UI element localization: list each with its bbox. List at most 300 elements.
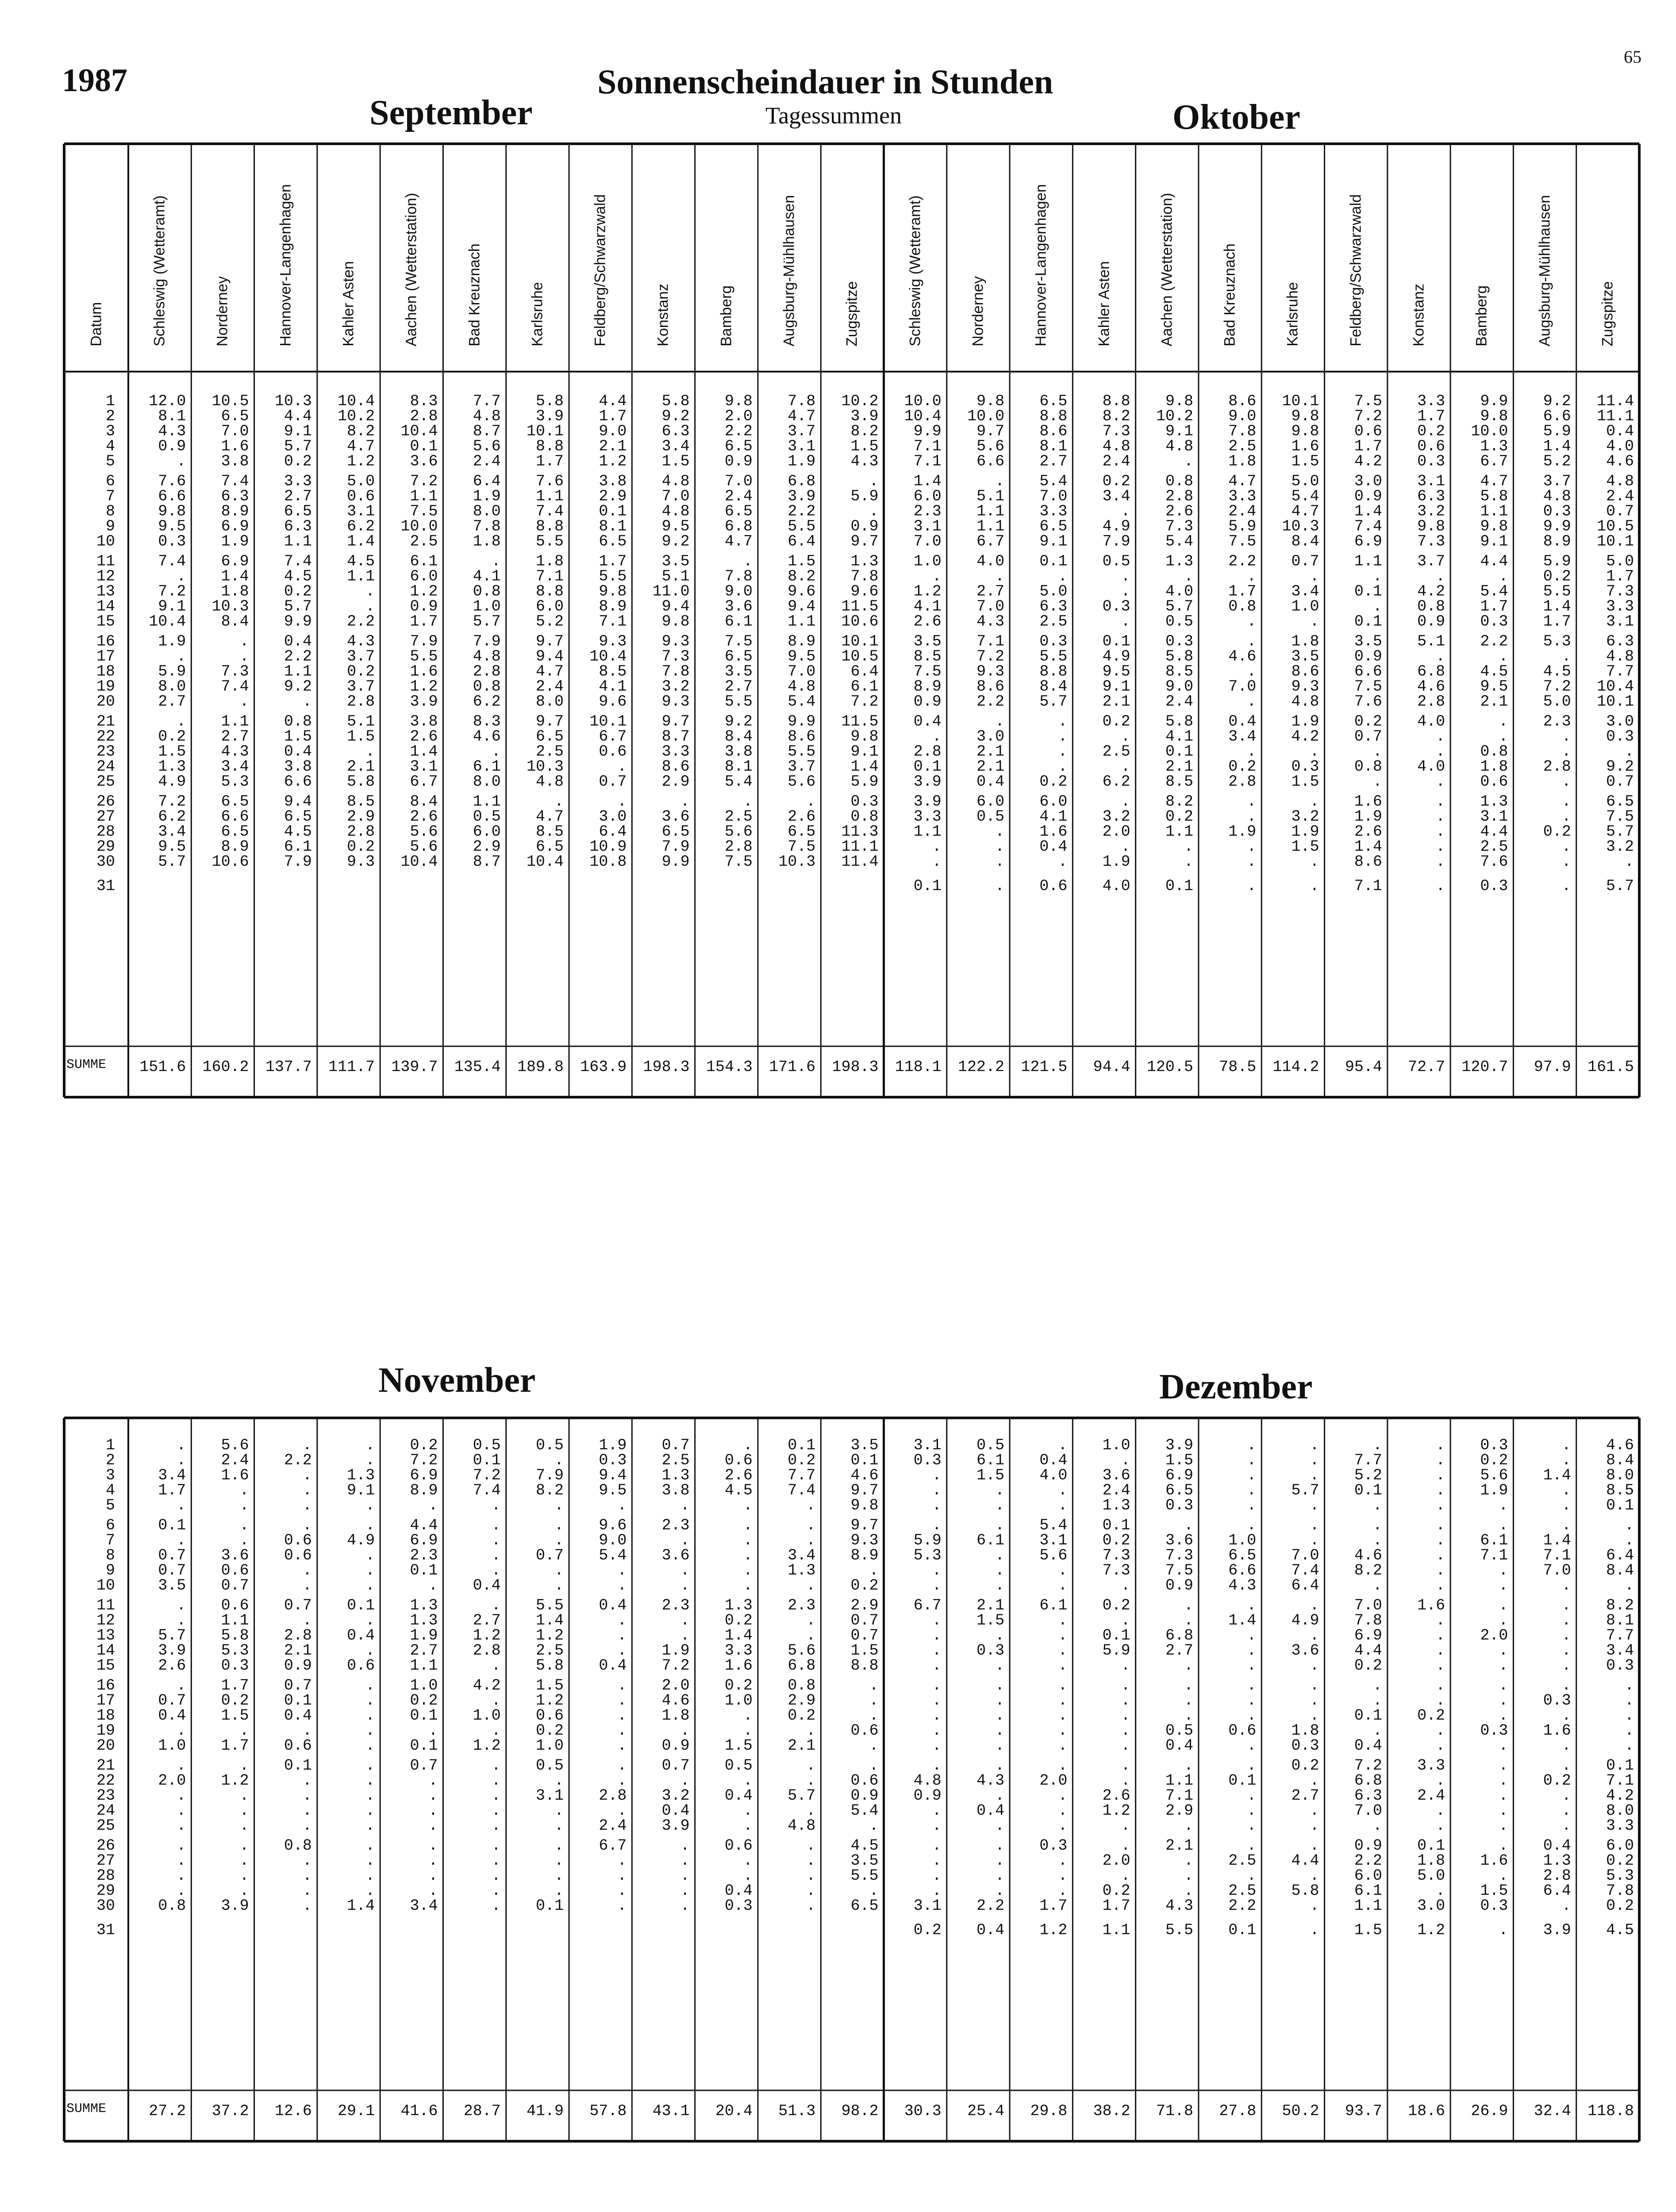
table-cell: 10.0 [967, 407, 1005, 425]
table-cell: 2.2 [284, 648, 312, 665]
table-cell: . [365, 1577, 375, 1594]
table-cell: . [177, 1597, 186, 1614]
table-cell: 0.2 [1102, 1532, 1130, 1549]
table-cell: 7.0 [724, 472, 753, 490]
table-cell: . [932, 1737, 942, 1755]
table-cell: . [365, 1547, 375, 1564]
table-cell: 0.7 [850, 1612, 879, 1629]
table-cell: 0.2 [1543, 568, 1571, 585]
table-cell: 8.3 [410, 392, 438, 410]
table-cell: 1.5 [1480, 1882, 1508, 1900]
table-cell: 11.4 [841, 853, 879, 871]
table-cell: 5.6 [1480, 1467, 1508, 1484]
table-cell: 7.0 [1039, 488, 1068, 505]
table-cell: 3.1 [913, 1897, 942, 1915]
table-cell: 0.2 [536, 1722, 564, 1740]
table-cell: 11.3 [841, 823, 879, 841]
table-cell: 2.5 [1228, 438, 1257, 455]
table-cell: 1.6 [221, 1467, 249, 1484]
table-cell: . [743, 1707, 753, 1724]
table-cell: . [1499, 1677, 1508, 1694]
table-cell: 0.6 [284, 1547, 312, 1564]
table-cell: 5.5 [724, 693, 753, 710]
table-cell: 3.5 [1354, 633, 1382, 650]
table-cell: . [806, 1612, 816, 1629]
sum-cell: 139.7 [391, 1058, 438, 1076]
table-cell: 7.1 [976, 633, 1005, 650]
table-cell: . [1247, 853, 1257, 871]
table-cell: . [491, 1867, 501, 1885]
table-cell: . [1624, 1692, 1634, 1709]
table-cell: 7.4 [473, 1482, 501, 1499]
sum-cell: 51.3 [778, 2102, 816, 2120]
table-cell: . [1184, 568, 1193, 585]
table-cell: 7.3 [1165, 1547, 1193, 1564]
table-cell: . [1436, 1436, 1445, 1454]
table-cell: 7.1 [1606, 1772, 1634, 1790]
table-cell: 10.4 [400, 853, 438, 871]
table-cell: 0.9 [724, 453, 753, 470]
table-cell: 8.2 [1102, 407, 1130, 425]
table-cell: 5.9 [1543, 422, 1571, 440]
table-cell: . [491, 1562, 501, 1579]
table-cell: . [617, 1867, 627, 1885]
table-cell: 10.6 [211, 853, 249, 871]
sum-cell: 32.4 [1534, 2102, 1571, 2120]
table-cell: 0.1 [410, 1737, 438, 1755]
table-cell: . [617, 1612, 627, 1629]
table-cell: 0.2 [1606, 1852, 1634, 1870]
table-cell: . [806, 1577, 816, 1594]
table-cell: 10.5 [211, 392, 249, 410]
table-cell: . [995, 1547, 1005, 1564]
table-cell: 4.6 [1606, 1436, 1634, 1454]
day-number: 22 [96, 728, 115, 745]
table-cell: 0.4 [1165, 1737, 1193, 1755]
table-cell: 2.4 [599, 1817, 627, 1835]
table-cell: . [743, 1577, 753, 1594]
table-cell: . [1058, 1722, 1068, 1740]
table-cell: 0.4 [599, 1597, 627, 1614]
day-number: 11 [96, 1597, 115, 1614]
table-cell: 0.2 [1354, 713, 1382, 730]
table-cell: 7.9 [1102, 533, 1130, 550]
day-number: 5 [105, 453, 115, 470]
table-cell: . [995, 1737, 1005, 1755]
table-cell: 7.4 [788, 1482, 816, 1499]
month-oktober: Oktober [1172, 98, 1300, 137]
col-header-label: Feldberg/Schwarzwald [592, 194, 609, 346]
sum-cell: 41.9 [527, 2102, 564, 2120]
table-cell: . [1121, 1737, 1130, 1755]
table-cell: 7.0 [661, 488, 690, 505]
table-cell: 0.2 [724, 1612, 753, 1629]
table-cell: . [1310, 1627, 1319, 1644]
table-cell: 1.4 [347, 533, 375, 550]
table-cell: 5.5 [788, 518, 816, 535]
table-cell: 0.2 [410, 1436, 438, 1454]
table-cell: 5.8 [661, 392, 690, 410]
table-cell: . [1561, 1577, 1571, 1594]
table-cell: . [365, 1562, 375, 1579]
table-cell: 1.0 [536, 1737, 564, 1755]
table-cell: . [491, 1787, 501, 1805]
table-cell: 8.5 [347, 793, 375, 810]
table-cell: 8.6 [1228, 392, 1257, 410]
table-cell: 0.4 [976, 773, 1005, 791]
table-cell: 1.7 [1606, 568, 1634, 585]
table-cell: 7.2 [158, 793, 186, 810]
table-cell: 6.4 [1606, 1547, 1634, 1564]
table-cell: 1.1 [1165, 823, 1193, 841]
day-number: 10 [96, 1577, 115, 1594]
table-cell: 1.0 [913, 553, 942, 570]
day-number: 9 [105, 1562, 115, 1579]
table-cell: . [1436, 1562, 1445, 1579]
table-cell: 0.2 [913, 1921, 942, 1939]
table-cell: 6.1 [1039, 1597, 1068, 1614]
table-cell: 0.2 [1480, 1452, 1508, 1469]
table-cell: . [1372, 598, 1382, 615]
table-cell: . [1247, 1757, 1257, 1774]
table-cell: 8.6 [1354, 853, 1382, 871]
table-cell: . [869, 1692, 879, 1709]
table-cell: 9.2 [661, 533, 690, 550]
table-cell: . [1310, 1802, 1319, 1820]
table-cell: 6.8 [1417, 663, 1445, 680]
day-number: 12 [96, 1612, 115, 1629]
table-cell: 7.2 [473, 1467, 501, 1484]
table-cell: 2.8 [1543, 1867, 1571, 1885]
table-cell: 3.9 [661, 1817, 690, 1835]
table-cell: 2.5 [536, 743, 564, 760]
table-cell: 6.1 [976, 1532, 1005, 1549]
table-cell: . [1247, 1627, 1257, 1644]
table-cell: 0.6 [221, 1562, 249, 1579]
table-cell: 4.7 [1291, 503, 1319, 520]
table-cell: . [1436, 773, 1445, 791]
table-cell: 1.9 [410, 1627, 438, 1644]
table-cell: . [1121, 1612, 1130, 1629]
table-cell: 3.6 [221, 1547, 249, 1564]
table-cell: . [995, 1757, 1005, 1774]
table-cell: . [1058, 1852, 1068, 1870]
table-cell: . [1310, 877, 1319, 895]
table-cell: 6.5 [724, 503, 753, 520]
table-cell: 7.3 [221, 663, 249, 680]
table-cell: 5.6 [410, 838, 438, 856]
table-cell: 4.5 [1606, 1921, 1634, 1939]
table-cell: 2.4 [221, 1452, 249, 1469]
table-cell: 1.9 [158, 633, 186, 650]
table-cell: . [1058, 1482, 1068, 1499]
table-cell: 7.2 [410, 1452, 438, 1469]
table-cell: 6.2 [1102, 773, 1130, 791]
table-cell: 5.9 [1543, 553, 1571, 570]
table-cell: 1.3 [1543, 1852, 1571, 1870]
table-cell: . [1247, 613, 1257, 630]
table-cell: . [177, 1532, 186, 1549]
table-cell: 1.1 [913, 823, 942, 841]
sum-cell: 18.6 [1408, 2102, 1445, 2120]
table-cell: 3.5 [158, 1577, 186, 1594]
table-cell: . [239, 1787, 249, 1805]
year: 1987 [62, 62, 127, 99]
table-cell: 6.5 [536, 728, 564, 745]
day-number: 19 [96, 1722, 115, 1740]
table-cell: 1.3 [410, 1597, 438, 1614]
table-cell: 2.9 [473, 838, 501, 856]
table-cell: 2.8 [347, 823, 375, 841]
table-cell: 8.6 [788, 728, 816, 745]
table-cell: . [1247, 1452, 1257, 1469]
table-cell: 4.3 [1165, 1897, 1193, 1915]
table-cell: 0.7 [599, 773, 627, 791]
table-cell: 10.5 [1596, 518, 1634, 535]
table-cell: 6.4 [1291, 1577, 1319, 1594]
table-cell: 0.9 [1417, 613, 1445, 630]
table-cell: . [617, 1577, 627, 1594]
table-cell: . [1247, 1802, 1257, 1820]
table-cell: 7.1 [913, 438, 942, 455]
col-header-station [1450, 155, 1513, 367]
table-cell: . [365, 1867, 375, 1885]
day-number: 20 [96, 1737, 115, 1755]
table-cell: 0.1 [347, 1597, 375, 1614]
table-cell: 1.2 [536, 1627, 564, 1644]
table-cell: 0.2 [410, 1692, 438, 1709]
table-cell: . [932, 1497, 942, 1514]
sum-cell: 29.8 [1030, 2102, 1068, 2120]
table-cell: 2.9 [788, 1692, 816, 1709]
table-cell: 0.1 [1102, 1627, 1130, 1644]
table-cell: . [1121, 1692, 1130, 1709]
table-cell: 9.9 [661, 853, 690, 871]
table-cell: 3.1 [536, 1787, 564, 1805]
table-cell: . [491, 1772, 501, 1790]
table-cell: 11.1 [841, 838, 879, 856]
table-cell: 5.7 [284, 598, 312, 615]
table-cell: . [1058, 1677, 1068, 1694]
table-cell: 3.8 [661, 1482, 690, 1499]
table-cell: 1.2 [599, 453, 627, 470]
table-cell: . [428, 1787, 438, 1805]
table-cell: 0.4 [913, 713, 942, 730]
table-cell: 7.7 [788, 1467, 816, 1484]
col-header-station [821, 155, 884, 367]
table-cell: . [1561, 1497, 1571, 1514]
sum-cell: 189.8 [517, 1058, 564, 1076]
table-cell: 7.9 [473, 633, 501, 650]
table-cell: 4.4 [284, 407, 312, 425]
table-cell: 5.4 [599, 1547, 627, 1564]
table-cell: 1.9 [599, 1436, 627, 1454]
sum-cell: 137.7 [265, 1058, 312, 1076]
table-cell: 2.6 [410, 728, 438, 745]
table-cell: 9.1 [1102, 678, 1130, 695]
col-header-station [254, 155, 317, 367]
table-cell: . [1499, 713, 1508, 730]
col-header-datum [64, 155, 128, 367]
table-cell: 6.5 [599, 533, 627, 550]
table-cell: . [1499, 1837, 1508, 1855]
table-cell: 1.8 [221, 583, 249, 600]
col-header-label: Augsburg-Mühlhausen [780, 195, 798, 346]
table-cell: 2.2 [1480, 633, 1508, 650]
table-cell: 1.0 [158, 1737, 186, 1755]
table-cell: 2.2 [724, 422, 753, 440]
table-cell: 0.7 [536, 1547, 564, 1564]
day-number: 9 [105, 518, 115, 535]
table-cell: 10.2 [841, 392, 879, 410]
table-cell: 9.6 [850, 583, 879, 600]
table-cell: . [1121, 1867, 1130, 1885]
table-cell: 1.7 [599, 553, 627, 570]
table-cell: 4.9 [1102, 518, 1130, 535]
table-cell: 4.8 [661, 472, 690, 490]
table-cell: . [680, 1627, 690, 1644]
table-cell: 9.8 [158, 503, 186, 520]
day-number: 6 [105, 472, 115, 490]
table-cell: 10.1 [1596, 693, 1634, 710]
table-cell: . [1058, 1562, 1068, 1579]
table-cell: 6.5 [284, 503, 312, 520]
table-cell: 2.1 [1480, 693, 1508, 710]
table-cell: 1.2 [221, 1772, 249, 1790]
table-cell: 4.4 [1354, 1642, 1382, 1659]
col-header-label: Augsburg-Mühlhausen [1536, 195, 1553, 346]
table-cell: 3.9 [1165, 1436, 1193, 1454]
table-cell: 4.8 [1102, 438, 1130, 455]
table-cell: 1.1 [284, 663, 312, 680]
table-cell: 8.5 [1606, 1482, 1634, 1499]
table-cell: 0.1 [1165, 743, 1193, 760]
table-cell: 5.0 [1291, 472, 1319, 490]
col-header-station [695, 155, 758, 367]
table-cell: 6.0 [1606, 1837, 1634, 1855]
table-cell: . [239, 1482, 249, 1499]
table-cell: 2.4 [536, 678, 564, 695]
table-cell: 1.5 [850, 1642, 879, 1659]
table-cell: 2.8 [1228, 773, 1257, 791]
table-cell: . [743, 1802, 753, 1820]
table-cell: 4.6 [661, 1692, 690, 1709]
table-cell: . [491, 1897, 501, 1915]
table-cell: . [995, 1722, 1005, 1740]
table-cell: 0.1 [1354, 1482, 1382, 1499]
day-number: 4 [105, 438, 115, 455]
sum-cell: 38.2 [1093, 2102, 1130, 2120]
table-cell: 3.1 [347, 503, 375, 520]
table-cell: 7.6 [1354, 693, 1382, 710]
table-cell: . [1247, 1707, 1257, 1724]
table-cell: 0.5 [473, 808, 501, 826]
table-cell: 9.8 [1291, 407, 1319, 425]
table-cell: . [1499, 1612, 1508, 1629]
day-number: 30 [96, 853, 115, 871]
table-cell: 7.1 [1480, 1547, 1508, 1564]
table-cell: 4.2 [473, 1677, 501, 1694]
table-cell: 4.0 [1165, 583, 1193, 600]
table-cell: . [177, 1837, 186, 1855]
table-cell: 8.0 [1606, 1467, 1634, 1484]
table-cell: . [1436, 648, 1445, 665]
day-number: 25 [96, 773, 115, 791]
table-cell: 8.4 [1039, 678, 1068, 695]
table-cell: . [1310, 1897, 1319, 1915]
table-cell: . [1624, 1722, 1634, 1740]
table-cell: . [1184, 838, 1193, 856]
table-cell: 9.3 [850, 1532, 879, 1549]
table-cell: 0.9 [1354, 648, 1382, 665]
table-cell: 9.6 [599, 693, 627, 710]
table-cell: . [995, 877, 1005, 895]
table-cell: 4.0 [1039, 1467, 1068, 1484]
table-cell: . [491, 1657, 501, 1674]
table-cell: 9.2 [1543, 392, 1571, 410]
table-cell: 8.9 [599, 598, 627, 615]
table-cell: . [1058, 1817, 1068, 1835]
table-cell: . [1561, 1517, 1571, 1534]
table-cell: 5.3 [1543, 633, 1571, 650]
table-cell: 7.3 [1606, 583, 1634, 600]
table-cell: . [1624, 1532, 1634, 1549]
table-cell: 8.2 [1165, 793, 1193, 810]
table-cell: . [1184, 1882, 1193, 1900]
table-cell: 8.6 [661, 758, 690, 776]
sum-cell: 25.4 [967, 2102, 1005, 2120]
table-cell: 10.1 [1282, 392, 1319, 410]
table-cell: 3.9 [536, 407, 564, 425]
table-cell: 6.7 [599, 728, 627, 745]
table-cell: . [1561, 773, 1571, 791]
table-cell: 2.2 [976, 693, 1005, 710]
table-cell: 11.1 [1596, 407, 1634, 425]
table-cell: 8.9 [221, 503, 249, 520]
table-cell: 6.0 [1354, 1867, 1382, 1885]
table-cell: . [743, 793, 753, 810]
table-cell: 8.9 [913, 678, 942, 695]
table-cell: . [1436, 1482, 1445, 1499]
table-cell: 0.5 [976, 808, 1005, 826]
table-cell: 1.1 [221, 713, 249, 730]
day-number: 15 [96, 613, 115, 630]
month-november: November [378, 1361, 536, 1400]
table-cell: 8.1 [1039, 438, 1068, 455]
table-cell: 0.7 [158, 1562, 186, 1579]
table-cell: 0.5 [724, 1757, 753, 1774]
table-cell: . [1184, 1757, 1193, 1774]
table-cell: . [302, 1772, 312, 1790]
table-cell: . [806, 1837, 816, 1855]
table-cell: 1.1 [284, 533, 312, 550]
col-header-label: Karlsruhe [1284, 282, 1301, 346]
table-cell: 8.8 [536, 518, 564, 535]
table-cell: 0.9 [1354, 1837, 1382, 1855]
table-cell: . [1436, 1882, 1445, 1900]
table-cell: . [177, 1612, 186, 1629]
table-cell: . [177, 453, 186, 470]
table-cell: . [365, 1722, 375, 1740]
col-header-station [569, 155, 632, 367]
table-cell: 0.5 [536, 1757, 564, 1774]
table-cell: 10.4 [400, 422, 438, 440]
table-cell: . [1184, 1677, 1193, 1694]
table-cell: 1.5 [221, 1707, 249, 1724]
table-cell: 7.0 [1543, 1562, 1571, 1579]
table-cell: 2.4 [1606, 488, 1634, 505]
table-cell: 0.3 [724, 1897, 753, 1915]
